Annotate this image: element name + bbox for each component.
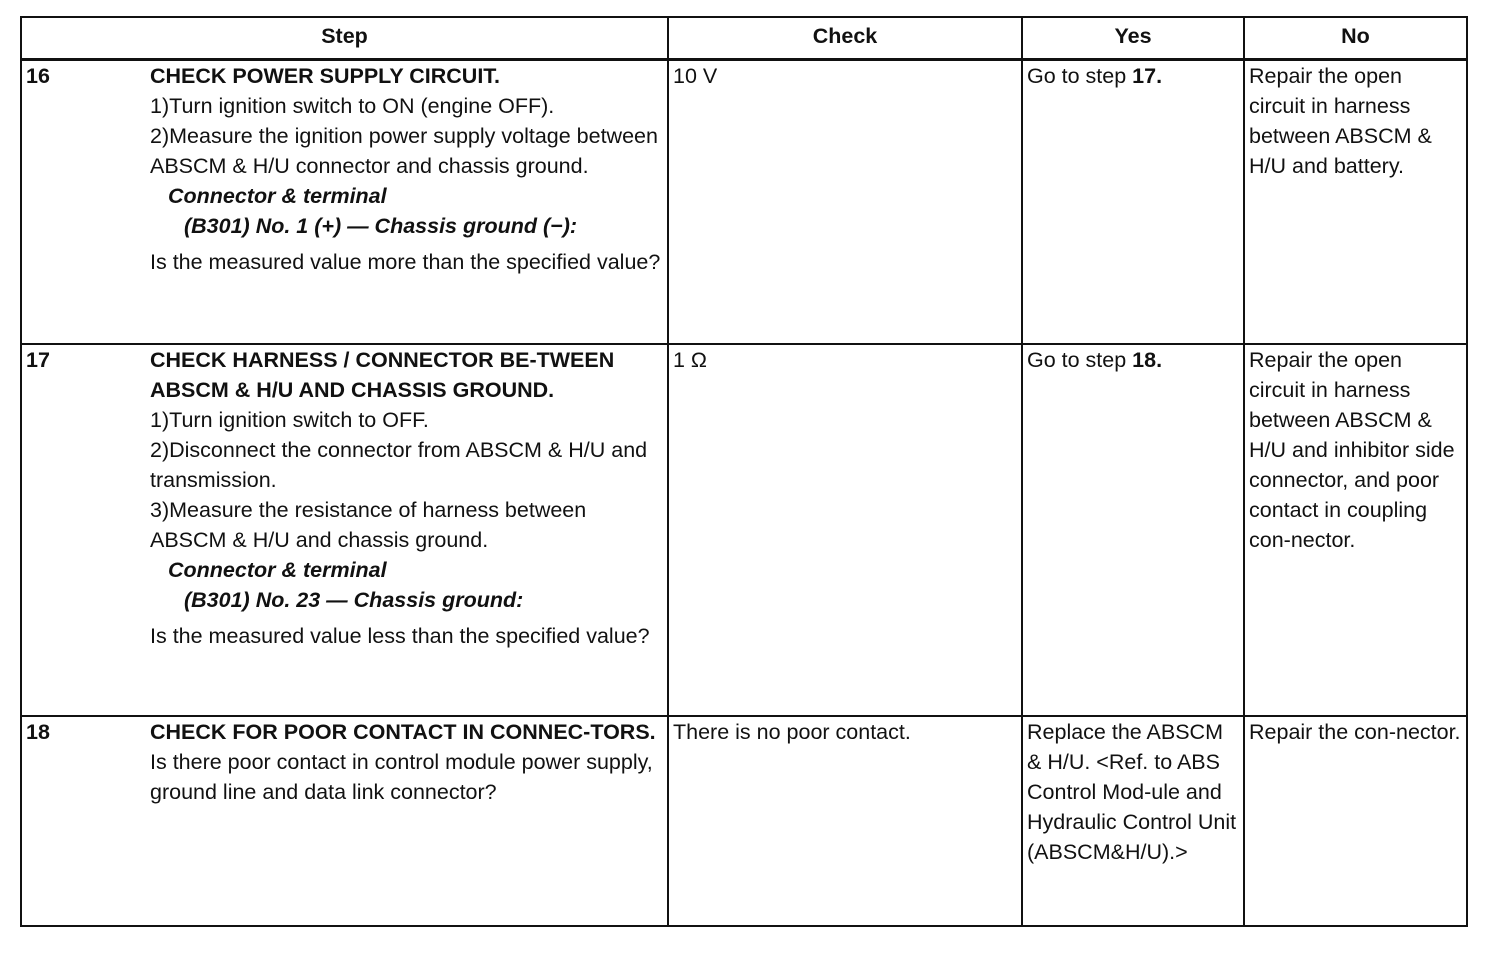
no-cell: Repair the open circuit in harness between ABSCM & H/U and battery. [1244, 60, 1467, 345]
step-body [150, 717, 667, 807]
step-body [150, 61, 667, 277]
table-row [21, 60, 1467, 345]
step-title: CHECK FOR POOR CONTACT IN CONNEC-TORS. [150, 720, 656, 744]
step-question: Is the measured value less than the specified value? [150, 624, 650, 648]
yes-step-ref: 18. [1132, 348, 1163, 372]
step-instruction: 1)Turn ignition switch to OFF. [150, 408, 429, 432]
step-number: 17 [26, 348, 50, 372]
step-question: Is the measured value more than the specified value? [150, 250, 661, 274]
yes-cell: Replace the ABSCM & H/U. <Ref. to ABS Control Mod-ule and Hydraulic Control Unit (ABSCM&H/U).> [1022, 716, 1244, 926]
check-cell: There is no poor contact. [668, 716, 1022, 926]
step-instruction: 2)Disconnect the connector from ABSCM & H/U and transmission. [150, 438, 648, 492]
no-cell: Repair the open circuit in harness between ABSCM & H/U and inhibitor side connector, and poor contact in coupling con-nector. [1244, 344, 1467, 716]
yes-cell [1022, 344, 1244, 716]
step-instruction: 3)Measure the resistance of harness between ABSCM & H/U and chassis ground. [150, 498, 587, 552]
table-row [21, 344, 1467, 716]
step-title: CHECK POWER SUPPLY CIRCUIT. [150, 64, 501, 88]
yes-cell [1022, 60, 1244, 345]
check-cell: 10 V [668, 60, 1022, 345]
header-row [21, 17, 1467, 60]
header-step: Step [21, 17, 668, 60]
step-number: 16 [26, 64, 50, 88]
step-question: Is there poor contact in control module power supply, ground line and data link connector? [150, 750, 653, 804]
step-body [150, 345, 667, 651]
step-title: CHECK HARNESS / CONNECTOR BE-TWEEN ABSCM & H/U AND CHASSIS GROUND. [150, 348, 615, 402]
header-yes: Yes [1022, 17, 1244, 60]
step-cell [21, 716, 668, 926]
step-instruction: 1)Turn ignition switch to ON (engine OFF). [150, 94, 555, 118]
connector-spec: (B301) No. 23 — Chassis ground: [184, 588, 524, 612]
yes-step-ref: 17. [1132, 64, 1163, 88]
check-cell: 1 Ω [668, 344, 1022, 716]
step-number: 18 [26, 720, 50, 744]
no-cell: Repair the con-nector. [1244, 716, 1467, 926]
connector-spec: (B301) No. 1 (+) — Chassis ground (−): [184, 214, 578, 238]
connector-label: Connector & terminal [168, 184, 387, 208]
step-cell [21, 60, 668, 345]
table-row [21, 716, 1467, 926]
connector-label: Connector & terminal [168, 558, 387, 582]
yes-text: Go to step [1027, 348, 1133, 372]
step-cell [21, 344, 668, 716]
header-no: No [1244, 17, 1467, 60]
yes-text: Go to step [1027, 64, 1133, 88]
diagnostic-table [20, 16, 1468, 927]
header-check: Check [668, 17, 1022, 60]
step-instruction: 2)Measure the ignition power supply voltage between ABSCM & H/U connector and chassis ground. [150, 124, 658, 178]
